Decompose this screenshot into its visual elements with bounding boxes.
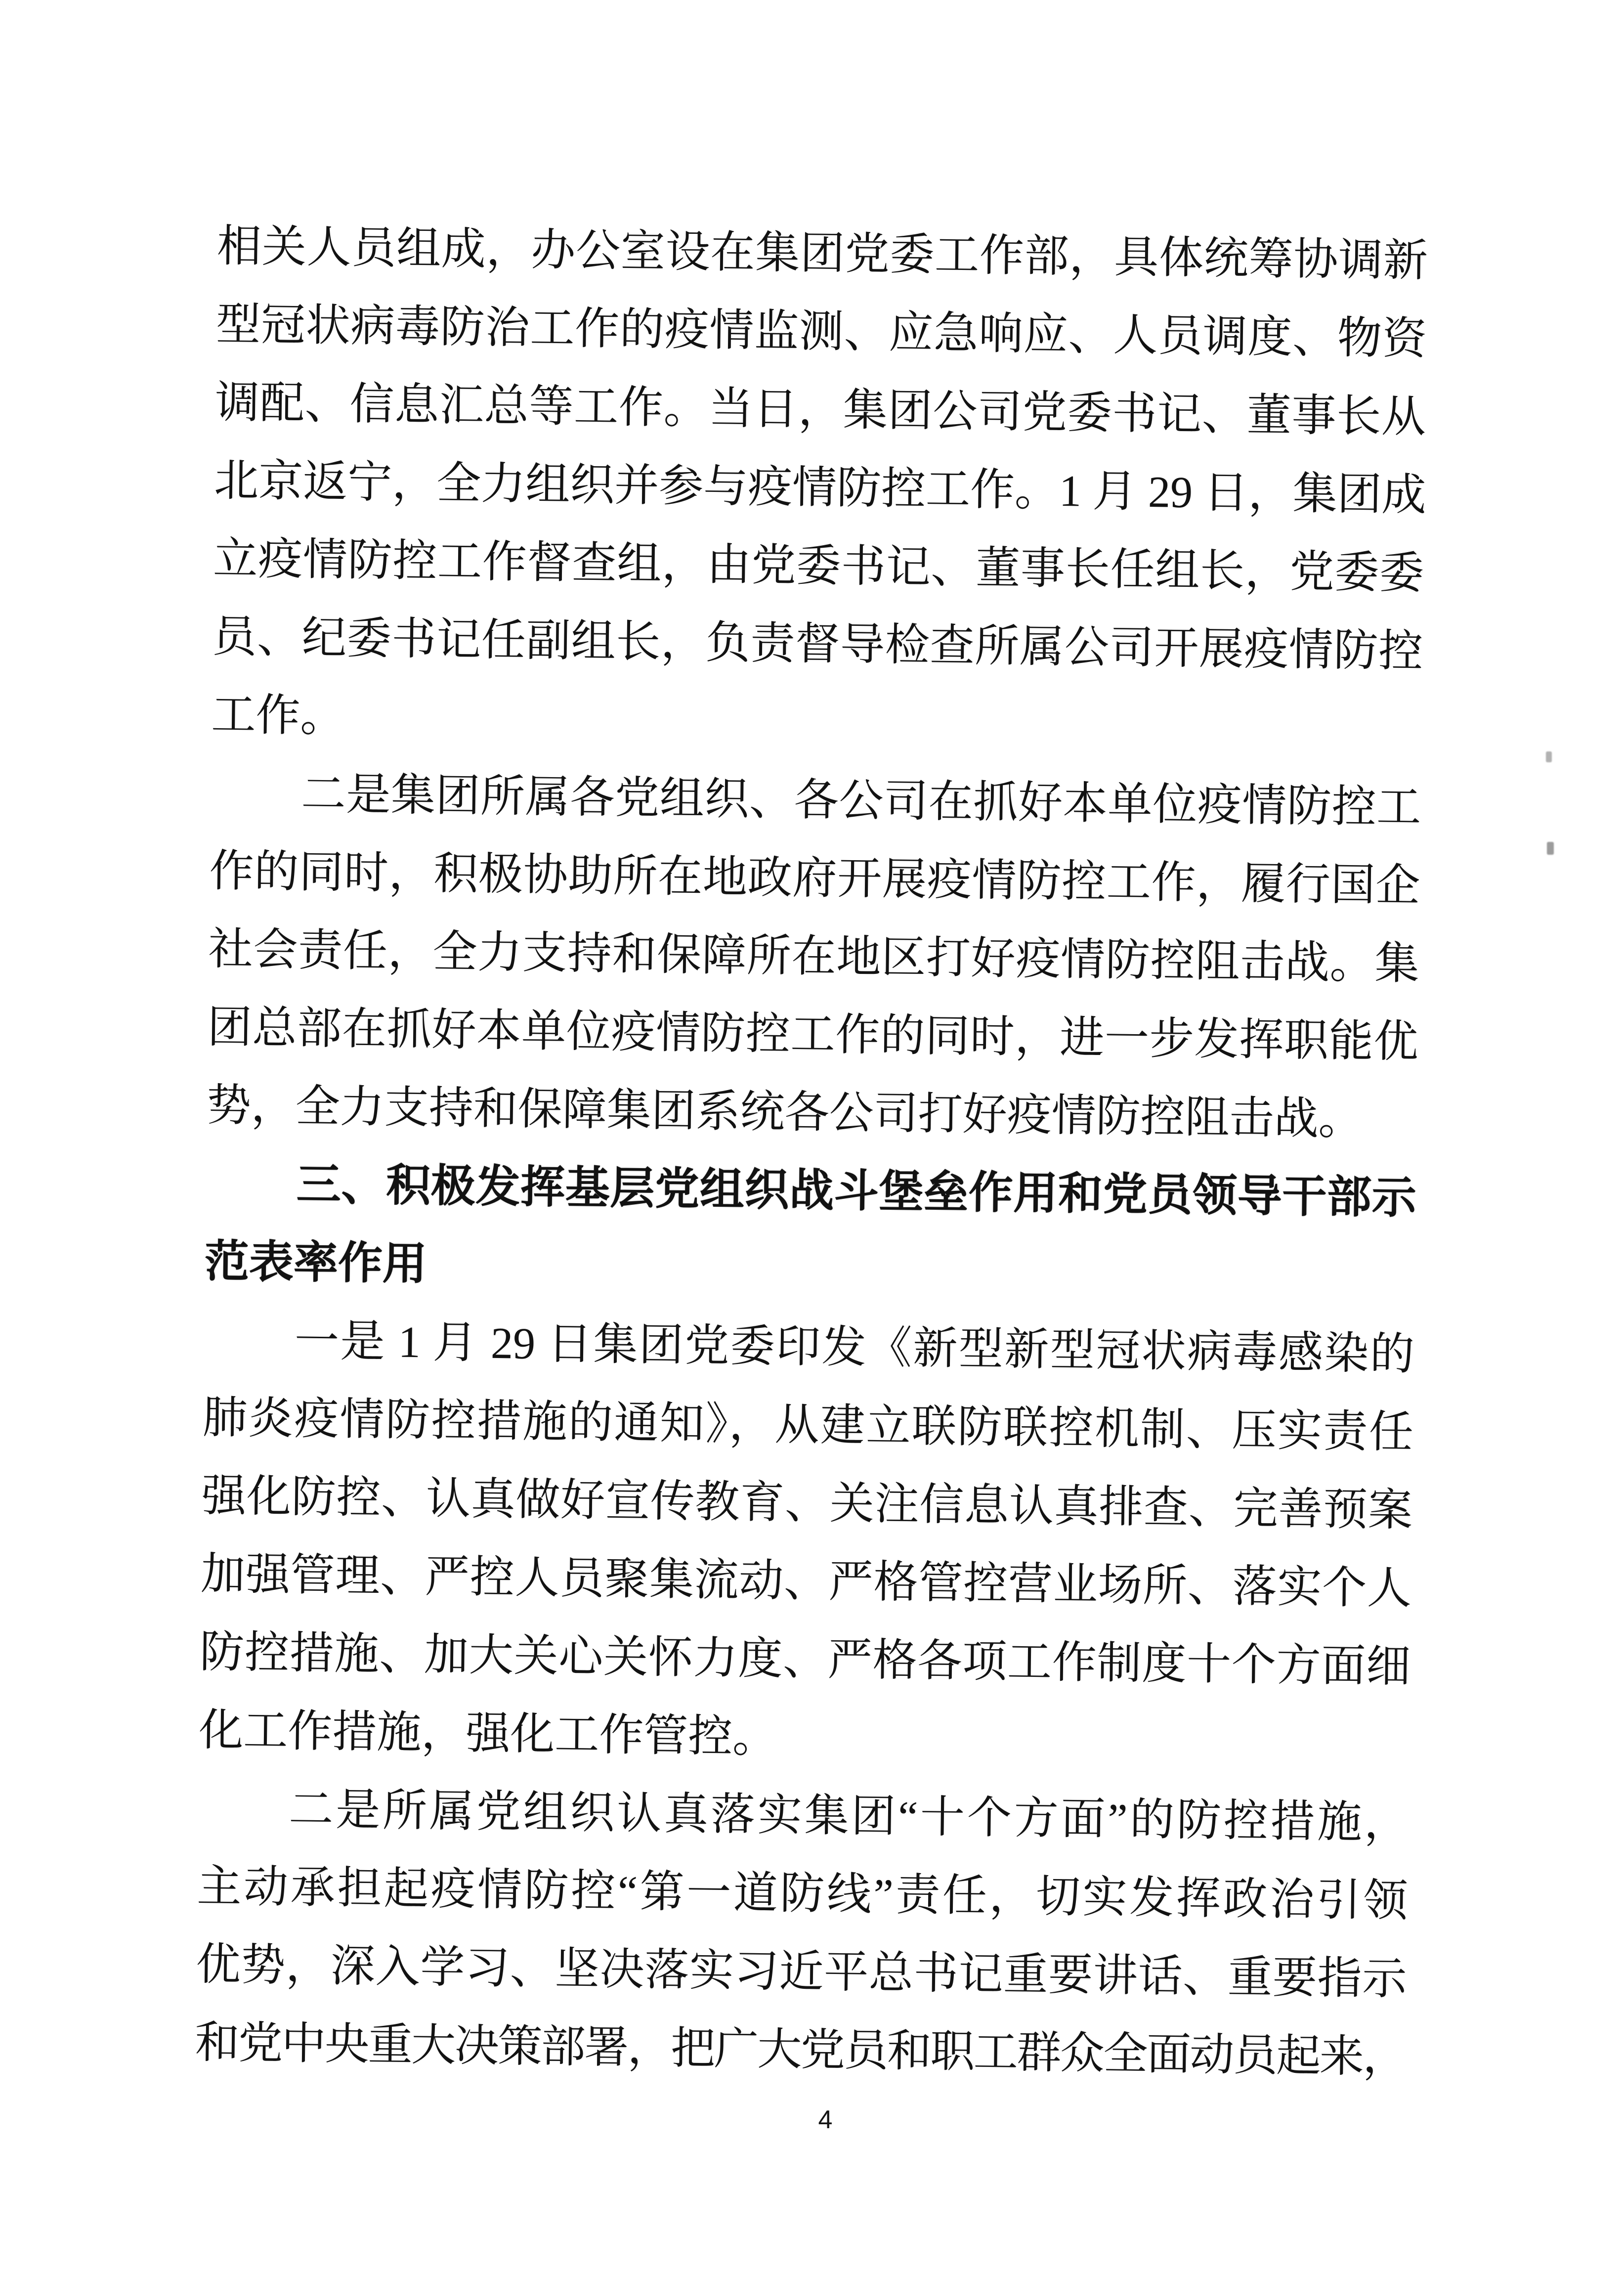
heading-line: 三、积极发挥基层党组织战斗堡垒作用和党员领导干部示 (296, 1160, 1417, 1223)
heading-line: 范表率作用 (204, 1237, 427, 1289)
scan-speck-artifact (1546, 751, 1552, 762)
text-line: 立疫情防控工作督查组，由党委书记、董事长任组长，党委委 (213, 534, 1424, 598)
text-line: 主动承担起疫情防控“第一道防线”责任，切实发挥政治引领 (196, 1862, 1408, 1926)
text-line: 作的同时，积极协助所在地政府开展疫情防控工作，履行国企 (209, 846, 1421, 911)
text-line: 肺炎疫情防控措施的通知》，从建立联防联控机制、压实责任 (202, 1393, 1414, 1457)
text-line: 一是 1 月 29 日集团党委印发《新型新型冠状病毒感染的 (294, 1316, 1415, 1379)
text-line: 工作。 (211, 690, 345, 742)
text-line: 二是集团所属各党组织、各公司在抓好本单位疫情防控工 (300, 770, 1421, 832)
text-line: 防控措施、加大关心关怀力度、严格各项工作制度十个方面细 (199, 1627, 1411, 1692)
text-line: 势，全力支持和保障集团系统各公司打好疫情防控阻击战。 (206, 1081, 1364, 1144)
text-line: 化工作措施，强化工作管控。 (198, 1706, 777, 1762)
text-line: 社会责任，全力支持和保障所在地区打好疫情防控阻击战。集 (208, 924, 1420, 989)
scan-speck-artifact (1547, 842, 1554, 855)
text-line: 北京返宁，全力组织并参与疫情防控工作。1 月 29 日，集团成 (214, 456, 1427, 520)
page-number: 4 (818, 2105, 833, 2134)
text-line: 优势，深入学习、坚决落实习近平总书记重要讲话、重要指示 (195, 1940, 1407, 2004)
text-line: 加强管理、严控人员聚集流动、严格管控营业场所、落实个人 (200, 1549, 1412, 1614)
text-line: 强化防控、认真做好宣传教育、关注信息认真排查、完善预案 (201, 1471, 1413, 1535)
text-line: 相关人员组成，办公室设在集团党委工作部，具体统筹协调新 (216, 221, 1428, 286)
text-line: 调配、信息汇总等工作。当日，集团公司党委书记、董事长从 (214, 378, 1426, 442)
document-body (195, 208, 1428, 2097)
text-line: 和党中央重大决策部署，把广大党员和职工群众全面动员起来， (195, 2018, 1407, 2082)
text-line: 二是所属党组织认真落实集团“十个方面”的防控措施， (288, 1785, 1409, 1848)
text-line: 团总部在抓好本单位疫情防控工作的同时，进一步发挥职能优 (207, 1003, 1419, 1067)
text-line: 型冠状病毒防治工作的疫情监测、应急响应、人员调度、物资 (215, 300, 1427, 364)
text-line: 员、纪委书记任副组长，负责督导检查所属公司开展疫情防控 (212, 612, 1423, 676)
